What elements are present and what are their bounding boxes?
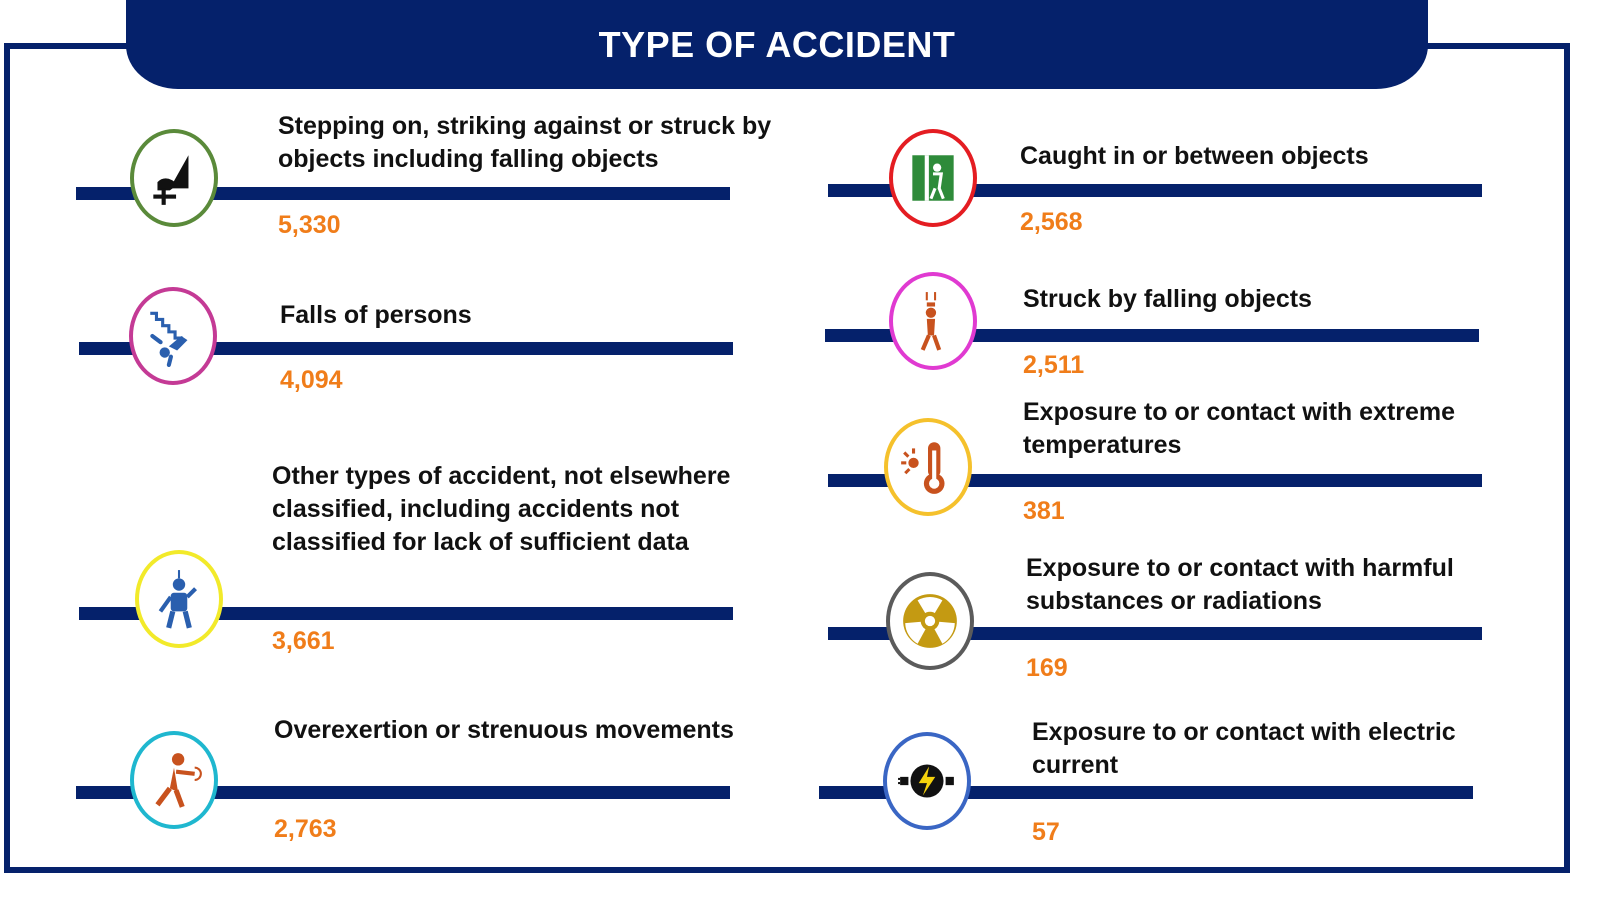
stepping-on-icon [130,129,220,229]
item-label: Overexertion or strenuous movements [274,716,734,744]
page-title: TYPE OF ACCIDENT [598,23,956,65]
icon-ring [130,129,218,227]
item-label: Exposure to or contact with electric current [1032,718,1456,779]
item-value: 4,094 [280,366,343,394]
item-value: 5,330 [278,211,341,239]
item-label: Exposure to or contact with harmful substances or radiations [1026,554,1454,615]
item-label: Struck by falling objects [1023,285,1312,313]
other-accident-icon [135,550,225,650]
item-label: Exposure to or contact with extreme temperatures [1023,398,1456,459]
item-value: 381 [1023,497,1065,525]
item-label: Falls of persons [280,301,472,329]
icon-ring [886,572,974,670]
icon-ring [130,731,218,829]
item-value: 3,661 [272,627,335,655]
item-value: 2,763 [274,815,337,843]
caught-between-icon [889,129,979,229]
item-label: Other types of accident, not elsewhere classified, including accidents not classified for lack of sufficient data [272,462,731,556]
item-label: Caught in or between objects [1020,142,1369,170]
item-value: 2,511 [1023,351,1085,379]
icon-ring [135,550,223,648]
item-value: 2,568 [1020,208,1083,236]
header-banner [126,0,1428,89]
thermometer-icon [884,418,974,518]
item-value: 57 [1032,818,1060,846]
icon-ring [889,272,977,370]
icon-ring [884,418,972,516]
struck-by-falling-icon [889,272,979,372]
radiation-icon [886,572,976,672]
item-label: Stepping on, striking against or struck by objects including falling objects [278,112,772,173]
icon-ring [883,732,971,830]
overexertion-icon [130,731,220,831]
icon-ring [129,287,217,385]
icon-ring [889,129,977,227]
item-value: 169 [1026,654,1068,682]
falling-person-icon [129,287,219,387]
electric-current-icon [883,732,973,832]
